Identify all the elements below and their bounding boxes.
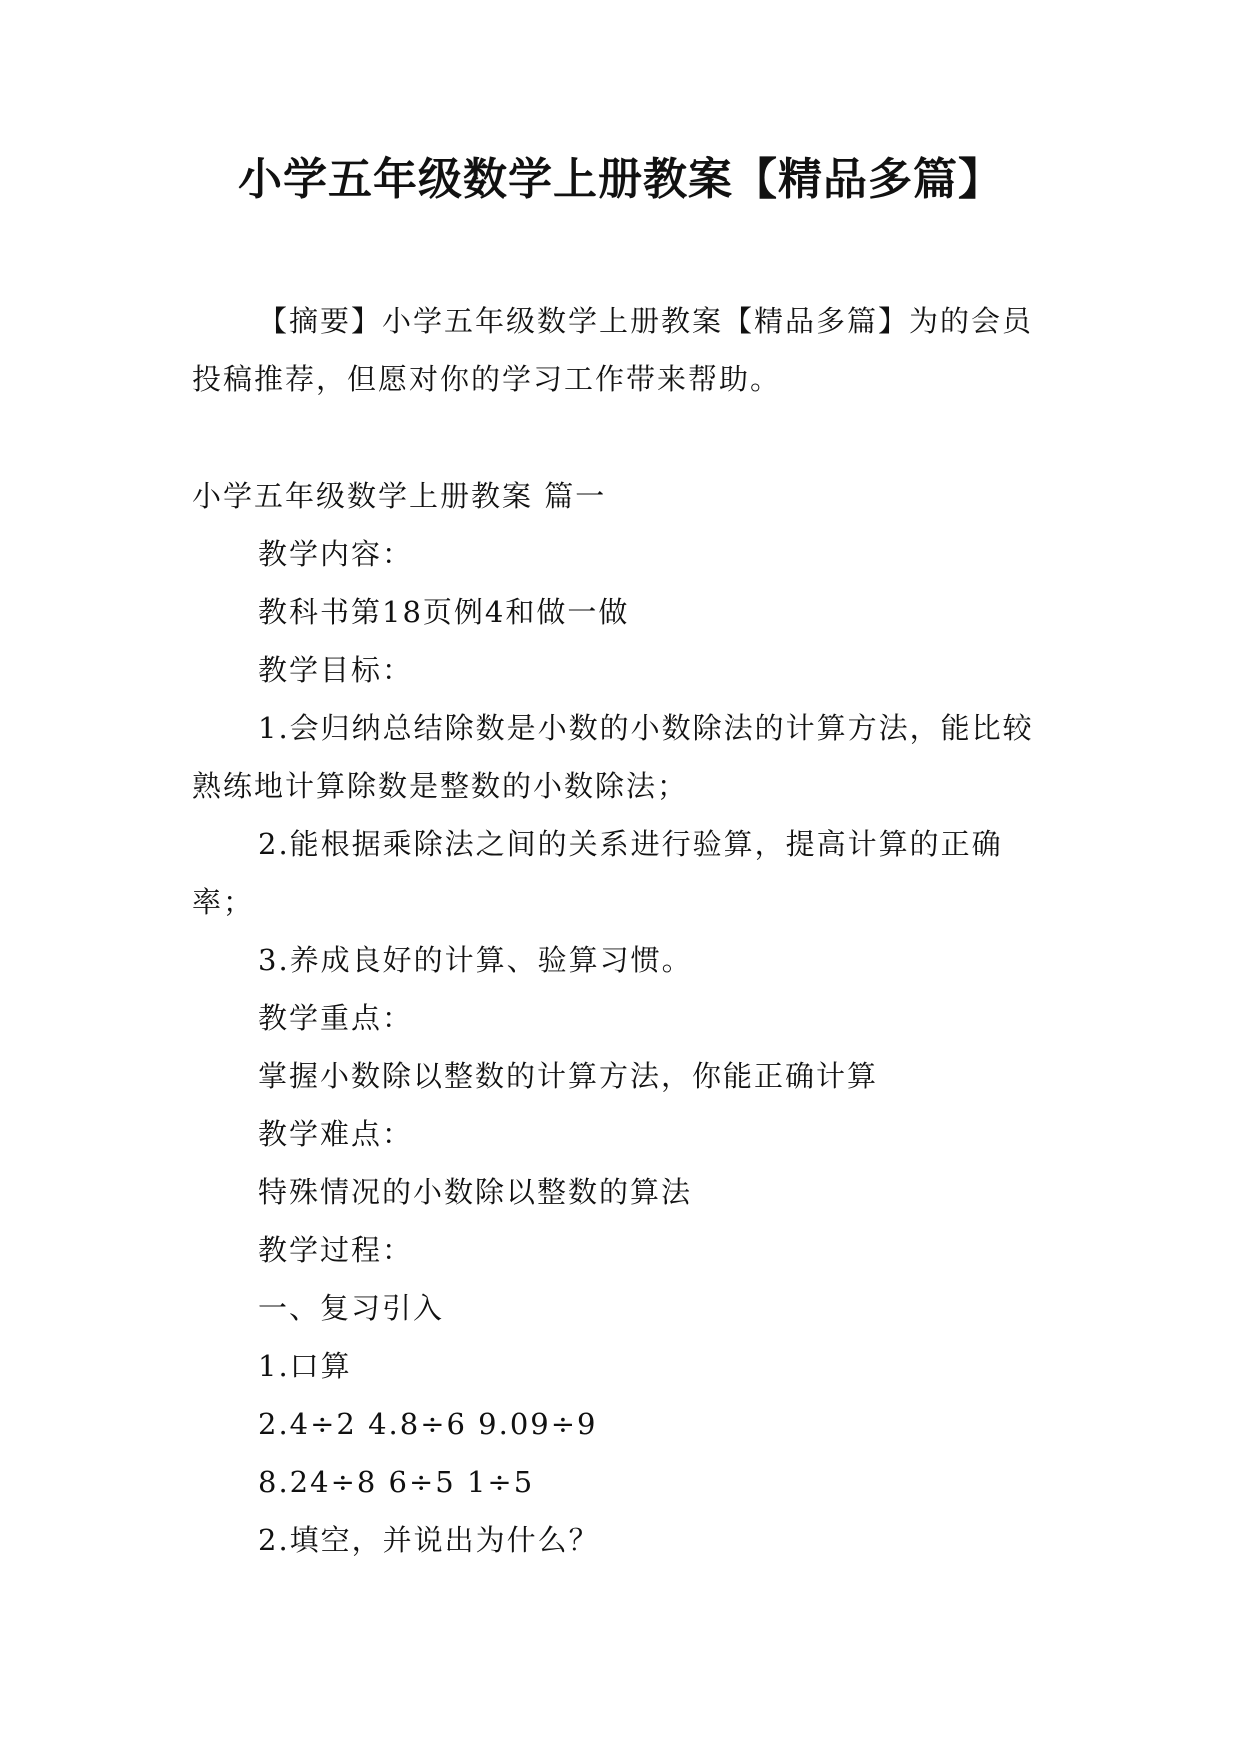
paragraph-review-intro: 一、复习引入: [258, 1291, 445, 1325]
lesson-content: [192, 525, 1060, 1569]
abstract-paragraph: 【摘要】小学五年级数学上册教案【精品多篇】为的会员投稿推荐，但愿对你的学习工作带来帮助。: [192, 304, 1034, 396]
paragraph-oral-calc: 1.口算: [258, 1349, 352, 1383]
paragraph-process-label: 教学过程：: [258, 1233, 414, 1267]
paragraph-goal-2: 2.能根据乘除法之间的关系进行验算，提高计算的正确率；: [192, 827, 1003, 919]
paragraph-calc-row-2: 8.24÷8 6÷5 1÷5: [258, 1465, 535, 1499]
paragraph-goal-3: 3.养成良好的计算、验算习惯。: [258, 943, 693, 977]
paragraph-calc-row-1: 2.4÷2 4.8÷6 9.09÷9: [258, 1407, 598, 1441]
document-title: 小学五年级数学上册教案【精品多篇】: [238, 154, 1003, 205]
paragraph-fill-blank: 2.填空，并说出为什么？: [258, 1523, 600, 1557]
paragraph-goal-1: 1.会归纳总结除数是小数的小数除法的计算方法，能比较熟练地计算除数是整数的小数除法；: [192, 711, 1034, 803]
paragraph-key-points-label: 教学重点：: [258, 1001, 414, 1035]
paragraph-teaching-content-label: 教学内容：: [258, 537, 414, 571]
paragraph-teaching-goals-label: 教学目标：: [258, 653, 414, 687]
paragraph-textbook-reference: 教科书第18页例4和做一做: [258, 595, 630, 629]
paragraph-difficulties-label: 教学难点：: [258, 1117, 414, 1151]
paragraph-key-points: 掌握小数除以整数的计算方法，你能正确计算: [258, 1059, 879, 1093]
section-heading: 小学五年级数学上册教案 篇一: [192, 479, 607, 513]
paragraph-difficulties: 特殊情况的小数除以整数的算法: [258, 1175, 693, 1209]
